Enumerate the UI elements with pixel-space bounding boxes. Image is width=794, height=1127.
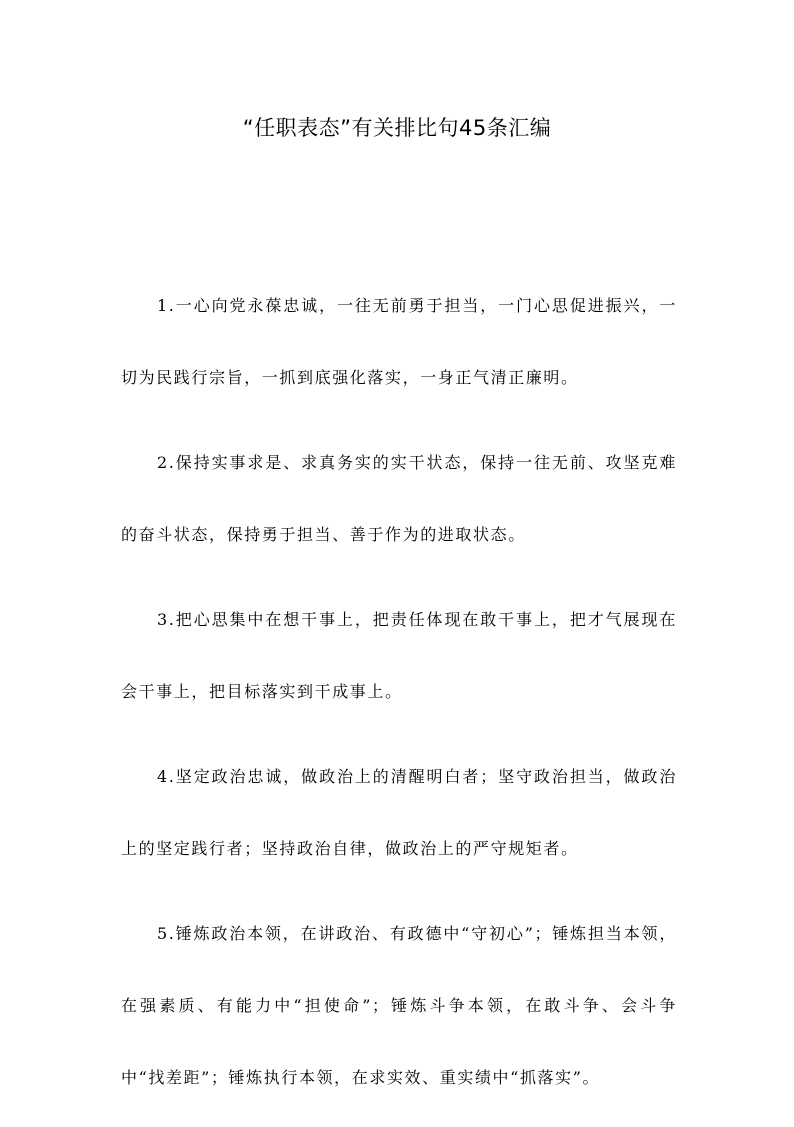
paragraph-4: 4.坚定政治忠诚，做政治上的清醒明白者；坚守政治担当，做政治上的坚定践行者；坚持政治自律，做政治上的严守规矩者。 [121, 767, 677, 858]
document-title: “任职表态”有关排比句45条汇编 [242, 116, 552, 140]
paragraph-3: 3.把心思集中在想干事上，把责任体现在敢干事上，把才气展现在会干事上，把目标落实到干成事上。 [121, 610, 677, 701]
document-body [121, 270, 677, 1127]
paragraph-5: 5.锤炼政治本领，在讲政治、有政德中“守初心”；锤炼担当本领，在强素质、有能力中“担使命”；锤炼斗争本领，在敢斗争、会斗争中“找差距”；锤炼执行本领，在求实效、重实绩中“抓落实”。 [121, 924, 677, 1087]
paragraph-1: 1.一心向党永葆忠诚，一往无前勇于担当，一门心思促进振兴，一切为民践行宗旨，一抓到底强化落实，一身正气清正廉明。 [121, 296, 677, 387]
paragraph-2: 2.保持实事求是、求真务实的实干状态，保持一往无前、攻坚克难的奋斗状态，保持勇于担当、善于作为的进取状态。 [121, 453, 677, 544]
